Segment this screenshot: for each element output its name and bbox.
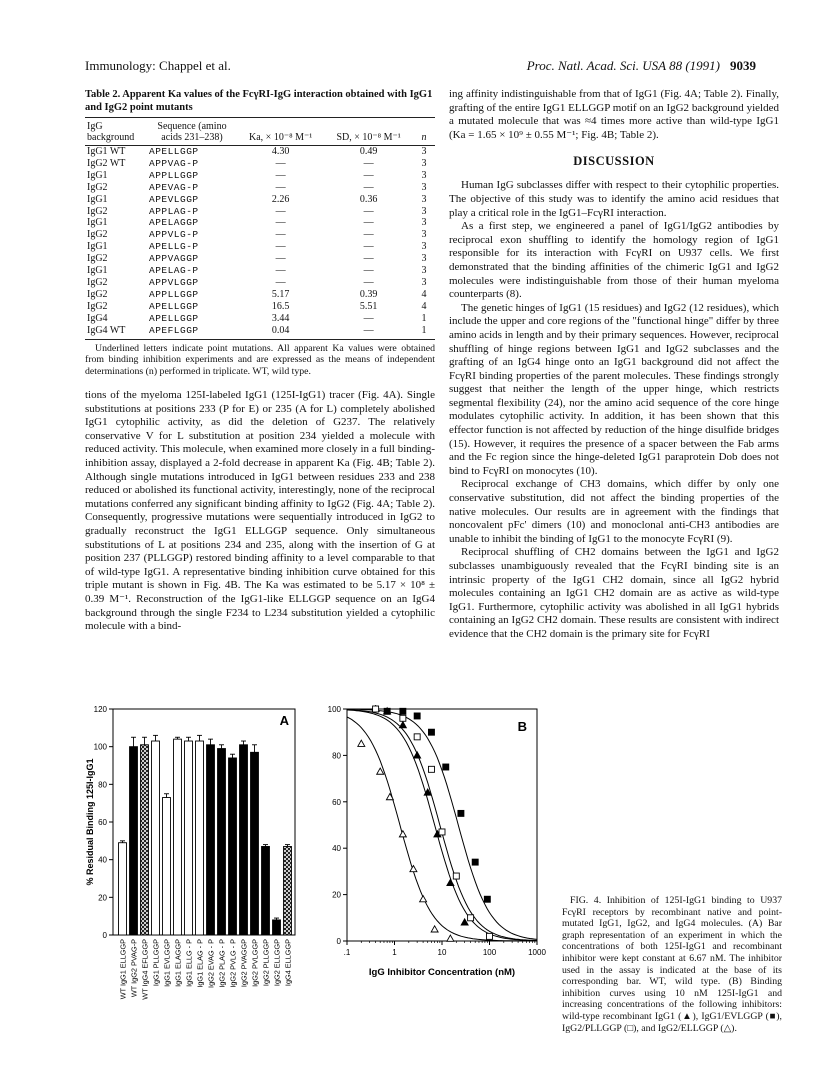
col-sd: SD, × 10⁻⁸ M⁻¹ xyxy=(324,118,413,146)
data-point xyxy=(431,926,438,932)
table-row xyxy=(85,182,435,194)
cell-ka: 2.26 xyxy=(271,193,290,205)
x-tick-label: .1 xyxy=(343,948,351,957)
series-line xyxy=(347,709,537,939)
bar xyxy=(207,745,215,935)
series-line xyxy=(347,710,537,941)
journal-header xyxy=(527,58,756,74)
y-tick-label: 60 xyxy=(98,818,107,827)
bar-category-label: IgG2 PLLGGP xyxy=(261,939,271,987)
cell-sd: — xyxy=(363,241,374,253)
bar xyxy=(141,745,149,935)
table-row xyxy=(85,194,435,206)
bar-category-label: IgG1 ELAGGP xyxy=(173,939,183,987)
x-tick-label: 1000 xyxy=(528,948,546,957)
bar xyxy=(218,749,226,935)
cell-ka: — xyxy=(275,157,286,169)
cell-n: 3 xyxy=(421,146,427,157)
cell-sd: — xyxy=(363,181,374,193)
cell-sd: 0.39 xyxy=(359,288,378,300)
cell-n: 3 xyxy=(421,217,427,229)
discussion-para-5: Reciprocal shuffling of CH2 domains between the IgG1 and IgG2 subclasses unambiguously revealed that the FcγRI binding site is an intrinsic property of the IgG1 CH2 domain, since all IgG2 hybrid molecules containing an IgG1 CH2 domain are as active as wild-type IgG1. Furthermore, cytophilic activity was abolished in all IgG1 hybrids containing an IgG2 CH2 domain. These results are consistent with indirect evidence that the CH2 domain is the primary site for FcγRI xyxy=(449,546,779,640)
bar-category-label: IgG2 PLAG - P xyxy=(217,939,227,988)
bar-category-label: WT IgG4 EFLGGP xyxy=(140,939,150,1000)
cell-sequence: APELLGGP xyxy=(149,312,199,324)
data-point xyxy=(414,734,420,740)
bar xyxy=(185,741,193,935)
bar xyxy=(174,739,182,935)
cell-n: 1 xyxy=(413,325,435,339)
table-row xyxy=(85,206,435,218)
cell-background: IgG2 WT xyxy=(87,157,126,169)
data-point xyxy=(453,873,459,879)
cell-background: IgG2 xyxy=(87,229,108,241)
col-background: IgG background xyxy=(85,118,147,146)
panel-label-a: A xyxy=(279,713,289,728)
cell-n: 3 xyxy=(421,193,427,205)
bar-category-label: WT IgG2 PVAG-P xyxy=(129,939,139,998)
table-footnote: Underlined letters indicate point mutations. All apparent Ka values were obtained from binding inhibition experiments and are expressed as the means of independent determinations (n) performed in triplicate. WT, wild type. xyxy=(85,342,435,377)
table-row xyxy=(85,277,435,289)
bar xyxy=(152,741,160,935)
table-row xyxy=(85,158,435,170)
cell-sequence: APPLLGGP xyxy=(149,288,199,300)
cell-sd: 0.36 xyxy=(359,193,378,205)
cell-ka: — xyxy=(275,265,286,277)
bar xyxy=(240,745,248,935)
cell-ka: 4.30 xyxy=(271,146,290,157)
table-row xyxy=(85,265,435,277)
cell-ka: — xyxy=(275,241,286,253)
x-tick-label: 10 xyxy=(437,948,447,957)
cell-sd: — xyxy=(363,265,374,277)
bar-category-label: WT IgG1 ELLGGP xyxy=(118,939,128,1000)
bar xyxy=(251,752,259,935)
table-row xyxy=(85,146,435,158)
y-tick-label: 80 xyxy=(98,780,107,790)
cell-background: IgG1 xyxy=(87,241,108,253)
cell-n: 3 xyxy=(421,181,427,193)
cell-sequence: APPVLG-P xyxy=(149,229,199,241)
series-line xyxy=(347,710,537,941)
bar xyxy=(229,758,237,935)
bar-category-label: IgG2 EVAG - P xyxy=(206,939,216,988)
table-row xyxy=(85,170,435,182)
cell-background: IgG1 xyxy=(87,169,108,181)
figure-caption: FIG. 4. Inhibition of 125I-IgG1 binding to U937 FcγRI receptors by recombinant native and point-mutated IgG1, IgG2, and IgG4 molecules. (A) Bar graph representation of an experiment in which the concentrations of both 125I-IgG1 and recombinant inhibitor were kept constant at 6.67 nM. The inhibitor used in the assay is indicated at the base of its corresponding bar. WT, wild type. (B) Binding inhibition curves using 10 nM 125I-IgG1 and increasing concentrations of the following inhibitors: wild-type recombinant IgG1 (▲), IgG1/EVLGGP (■), IgG2/PLLGGP (□), and IgG2/ELLGGP (△). xyxy=(562,895,782,1034)
cell-sd: — xyxy=(363,253,374,265)
cell-sequence: APELLGGP xyxy=(149,300,199,312)
y-tick-label: 120 xyxy=(93,705,107,714)
data-point xyxy=(373,706,379,712)
panel-b xyxy=(328,705,547,978)
cell-sd: — xyxy=(363,276,374,288)
bar xyxy=(273,920,281,935)
discussion-heading: DISCUSSION xyxy=(573,154,655,169)
cell-ka: — xyxy=(275,169,286,181)
data-point xyxy=(487,933,493,939)
data-point xyxy=(458,810,464,816)
panel-label-b: B xyxy=(517,719,527,734)
cell-sequence: APELAG-P xyxy=(149,265,199,277)
cell-n: 3 xyxy=(421,253,427,265)
y-tick-label: 100 xyxy=(327,705,341,714)
cell-sequence: APPLAG-P xyxy=(149,205,199,217)
x-axis-label: IgG Inhibitor Concentration (nM) xyxy=(368,967,516,978)
y-tick-label: 60 xyxy=(332,797,341,807)
x-tick-label: 100 xyxy=(482,948,497,957)
bar-category-label: IgG2 ELLGGP xyxy=(272,939,282,987)
cell-ka: — xyxy=(275,181,286,193)
cell-sequence: APEFLGGP xyxy=(147,325,237,339)
body-text-left: tions of the myeloma 125I-labeled IgG1 (125I-IgG1) tracer (Fig. 4A). Single substitutions at positions 233 (P for E) or 235 (A for L) completely abolished IgG1 cytophilic activity, as did the deletion of G237. The relatively conservative V for L substitution at position 234 yielded a molecule with reduced activity. This molecule, when examined more closely in a full binding-inhibition assay, displayed a 2-fold decrease in apparent Ka (Fig. 4B; Table 2). Although single mutations introduced in IgG1 between residues 233 and 238 reduced or abolished its functional activity, interestingly, none of the reciprocal mutations conferred any significant binding affinity to IgG2 (Fig. 4A; Table 2). Consequently, progressive mutations were sequentially introduced in IgG2 to gradually reconstruct the IgG1 ELLGGP sequence. Only simultaneous substitutions of L at positions 234 and 235, along with the insertion of G at position 237 (PLLGGP) restored binding affinity to a level comparable to that of wild-type IgG1. A representative binding inhibition curve obtained for this triple mutant is shown in Fig. 4B. The Ka was estimated to be 5.17 × 10⁸ ± 0.39 M⁻¹. Reconstruction of the IgG1-like ELLGGP sequence on an IgG4 background through the single F234 to L234 substitution yielded a cytophilic molecule with a bind- xyxy=(85,389,435,633)
cell-n: 3 xyxy=(421,265,427,277)
data-point xyxy=(384,708,390,714)
data-point xyxy=(484,896,490,902)
bar-category-label: IgG1 ELLG - P xyxy=(184,939,194,987)
panel-a xyxy=(85,705,295,1000)
cell-background: IgG2 xyxy=(87,181,108,193)
cell-sequence: APEVLGGP xyxy=(149,193,199,205)
bar-category-label: IgG1 EVLGGP xyxy=(162,939,172,987)
cell-n: 1 xyxy=(421,312,427,324)
cell-background: IgG1 WT xyxy=(87,146,126,157)
data-point xyxy=(447,935,454,941)
data-point xyxy=(414,713,420,719)
bar-category-label: IgG2 PVLG - P xyxy=(228,939,238,988)
cell-n: 4 xyxy=(421,300,427,312)
col-n: n xyxy=(413,118,435,146)
cell-n: 3 xyxy=(421,276,427,288)
cell-background: IgG4 WT xyxy=(85,325,147,339)
cell-sd: — xyxy=(363,157,374,169)
bar-category-label: IgG2 PVLGGP xyxy=(250,939,260,987)
cell-background: IgG1 xyxy=(87,217,108,229)
y-tick-label: 100 xyxy=(93,742,107,752)
discussion-para-2: As a first step, we engineered a panel of IgG1/IgG2 antibodies by reciprocal exon shuffling to identify the homology region of IgG1 responsible for its interaction with FcγRI on U937 cells. We first demonstrated that the binding affinities of the chimeric IgG1 and IgG2 molecules were indistinguishable from those of their human myeloma counterparts (8). xyxy=(449,220,779,301)
y-tick-label: 40 xyxy=(98,855,107,865)
table-row xyxy=(85,229,435,241)
bar xyxy=(119,843,127,935)
discussion-para-3: The genetic hinges of IgG1 (15 residues) and IgG2 (12 residues), which include the upper and core regions of the "functional hinge" differ by three amino acids in length and by their primary sequences. However, reciprocal shuffling of hinge regions between IgG1 and IgG2 subclasses and the grafting of an IgG4 hinge onto an IgG1 background did not affect the FcγRI binding properties of the parent molecules. These findings strongly suggest that neither the length of the upper hinge, which restricts segmental flexibility (24), nor the amino acid sequence of the core hinge modulates cytophilic activity. In addition, it has been shown that this effector function is not affected by reduction of the hinge disulfide bridges (15). However, it requires the presence of a spacer between the Fab arms and the Fc region since the hinge-deleted IgG1 paraprotein Dob does not bind to FcγRI on monocytes (10). xyxy=(449,301,779,477)
data-point xyxy=(400,708,406,714)
bar xyxy=(262,846,270,935)
cell-ka: — xyxy=(275,205,286,217)
data-point xyxy=(468,915,474,921)
table-2 xyxy=(85,117,435,340)
cell-ka: 16.5 xyxy=(271,300,290,312)
cell-sd: — xyxy=(324,325,413,339)
page-number: 9039 xyxy=(730,58,756,73)
cell-ka: — xyxy=(275,217,286,229)
data-point xyxy=(410,865,417,871)
table-row xyxy=(85,241,435,253)
cell-background: IgG2 xyxy=(87,300,108,312)
col-sequence: Sequence (amino acids 231–238) xyxy=(147,118,237,146)
data-point xyxy=(443,764,449,770)
cell-sequence: APEVAG-P xyxy=(149,181,199,193)
data-point xyxy=(400,715,406,721)
y-tick-label: 0 xyxy=(336,937,341,946)
bar-category-label: IgG2 PVAGGP xyxy=(239,939,249,988)
bar-category-label: IgG1 ELAG - P xyxy=(195,939,205,988)
y-tick-label: 0 xyxy=(102,931,107,940)
cell-background: IgG2 xyxy=(87,253,108,265)
y-tick-label: 20 xyxy=(332,890,341,900)
table-caption: Table 2. Apparent Ka values of the FcγRI-IgG interaction obtained with IgG1 and IgG2 point mutants xyxy=(85,89,433,113)
cell-n: 3 xyxy=(421,205,427,217)
data-point xyxy=(428,729,434,735)
bar-category-label: IgG1 PLLGGP xyxy=(151,939,161,987)
cell-ka: 5.17 xyxy=(271,288,290,300)
bar xyxy=(284,846,292,935)
cell-ka: — xyxy=(275,229,286,241)
cell-background: IgG2 xyxy=(87,205,108,217)
y-axis-label: % Residual Binding 125I-IgG1 xyxy=(85,758,95,886)
table-row xyxy=(85,301,435,313)
cell-sequence: APELAGGP xyxy=(149,217,199,229)
right-column xyxy=(449,88,779,642)
bar xyxy=(163,798,171,935)
figure-4 xyxy=(85,705,555,1035)
data-point xyxy=(447,879,454,885)
running-header: Immunology: Chappel et al. xyxy=(85,58,231,73)
cell-sd: — xyxy=(363,229,374,241)
plot-frame-b xyxy=(347,709,537,941)
bar-category-label: IgG4 ELLGGP xyxy=(283,939,293,987)
figure-4-svg xyxy=(85,705,555,1035)
journal-citation: Proc. Natl. Acad. Sci. USA 88 (1991) xyxy=(526,58,720,73)
cell-n: 3 xyxy=(421,157,427,169)
cell-ka: 0.04 xyxy=(237,325,324,339)
cell-sequence: APELLGGP xyxy=(149,146,199,157)
discussion-para-4: Reciprocal exchange of CH3 domains, which differ by only one conservative substitution, did not affect the binding properties of the native molecules. Our results are in agreement with the findings that noncovalent pFc' dimers (10) and monoclonal anti-CH3 antibodies are unable to inhibit the binding of IgG1 to the monocyte FcγRI (9). xyxy=(449,478,779,545)
cell-sequence: APPLLGGP xyxy=(149,169,199,181)
bar xyxy=(130,747,138,935)
table-row xyxy=(85,253,435,265)
cell-background: IgG1 xyxy=(87,265,108,277)
table-row xyxy=(85,217,435,229)
data-point xyxy=(472,859,478,865)
y-tick-label: 20 xyxy=(98,893,107,903)
cell-sequence: APPVAGGP xyxy=(149,253,199,265)
cell-sequence: APPVLGGP xyxy=(149,276,199,288)
table-row xyxy=(85,325,435,339)
data-point xyxy=(428,766,434,772)
cell-sd: — xyxy=(363,312,374,324)
cell-ka: — xyxy=(275,276,286,288)
body-text-right: ing affinity indistinguishable from that of IgG1 (Fig. 4A; Table 2). Finally, grafting of the entire IgG1 ELLGGP motif on an IgG2 background yielded a mutated molecule that was ≈4 times more active than wild-type IgG1 (Ka = 1.65 × 10⁹ ± 0.55 M⁻¹; Fig. 4B; Table 2). xyxy=(449,88,779,141)
data-point xyxy=(439,829,445,835)
table-row xyxy=(85,313,435,325)
cell-sd: — xyxy=(363,169,374,181)
cell-sd: — xyxy=(363,217,374,229)
y-tick-label: 40 xyxy=(332,844,341,854)
cell-sequence: APPVAG-P xyxy=(149,157,199,169)
cell-n: 3 xyxy=(421,241,427,253)
left-column xyxy=(85,88,435,634)
cell-n: 3 xyxy=(421,169,427,181)
data-point xyxy=(420,896,427,902)
cell-ka: — xyxy=(275,253,286,265)
cell-sd: 5.51 xyxy=(359,300,378,312)
data-point xyxy=(358,740,365,746)
x-tick-label: 1 xyxy=(392,948,397,957)
data-point xyxy=(461,919,468,925)
cell-sd: 0.49 xyxy=(359,146,378,157)
cell-n: 4 xyxy=(421,288,427,300)
cell-background: IgG4 xyxy=(87,312,108,324)
cell-background: IgG2 xyxy=(87,288,108,300)
cell-sd: — xyxy=(363,205,374,217)
cell-ka: 3.44 xyxy=(271,312,290,324)
cell-background: IgG2 xyxy=(87,276,108,288)
col-ka: Ka, × 10⁻⁸ M⁻¹ xyxy=(237,118,324,146)
cell-sequence: APELLG-P xyxy=(149,241,199,253)
discussion-para-1: Human IgG subclasses differ with respect to their cytophilic properties. The objective of this study was to identify the amino acid residues that play a critical role in the IgG1–FcγRI interaction. xyxy=(449,179,779,219)
y-tick-label: 80 xyxy=(332,751,341,761)
table-row xyxy=(85,289,435,301)
cell-background: IgG1 xyxy=(87,193,108,205)
data-point xyxy=(399,831,406,837)
cell-n: 3 xyxy=(421,229,427,241)
bar xyxy=(196,741,204,935)
